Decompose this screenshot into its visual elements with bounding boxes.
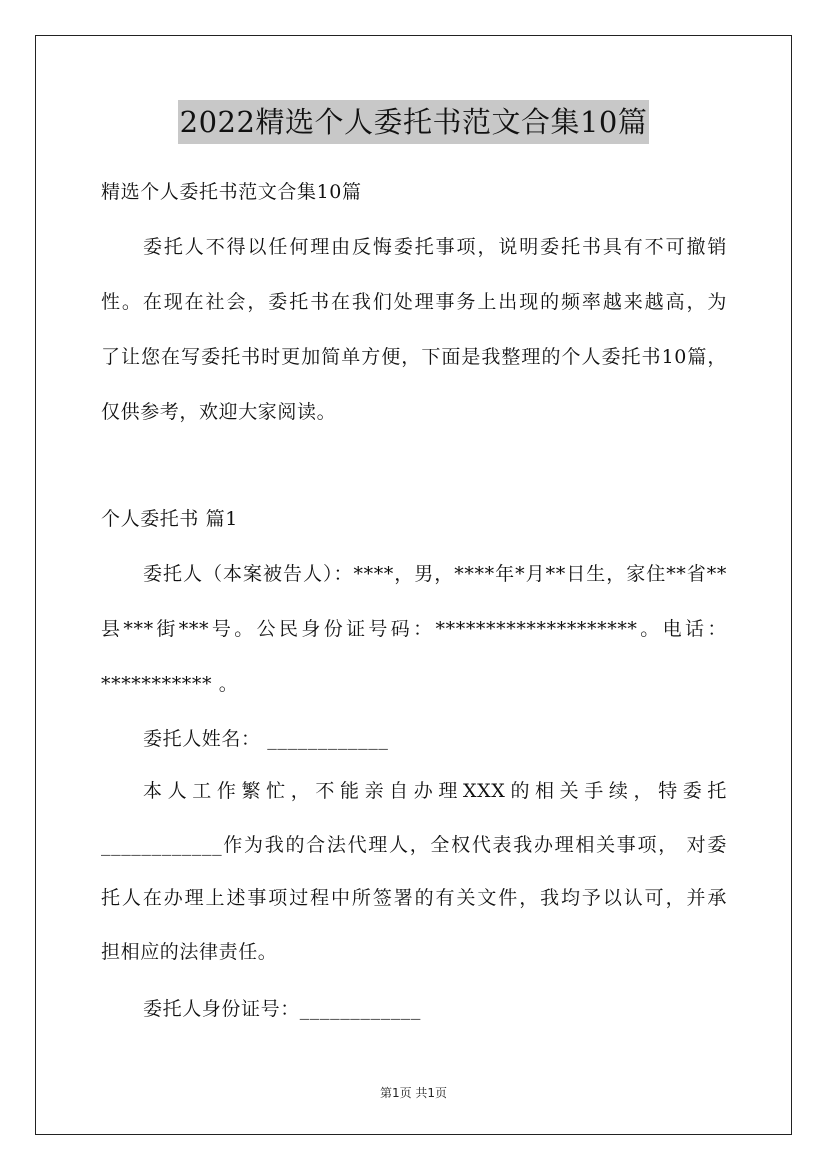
document-title: 2022精选个人委托书范文合集10篇 — [178, 100, 650, 144]
body-line-2: ____________作为我的合法代理人，全权代表我办理相关事项， 对委 — [101, 834, 727, 856]
principal-id-line: 委托人身份证号：____________ — [143, 998, 422, 1020]
body-line-4: 担相应的法律责任。 — [101, 941, 278, 963]
document-subtitle: 精选个人委托书范文合集10篇 — [101, 181, 362, 203]
intro-line-1: 委托人不得以任何理由反悔委托事项，说明委托书具有不可撤销 — [143, 236, 727, 258]
principal-line-3: *********** 。 — [101, 673, 239, 695]
intro-line-3: 了让您在写委托书时更加简单方便，下面是我整理的个人委托书10篇， — [101, 346, 727, 368]
page-footer: 第1页 共1页 — [379, 1086, 448, 1100]
title-wrap — [0, 100, 827, 144]
section-heading: 个人委托书 篇1 — [101, 508, 238, 530]
intro-line-2: 性。在现在社会，委托书在我们处理事务上出现的频率越来越高，为 — [101, 291, 727, 313]
body-line-3: 托人在办理上述事项过程中所签署的有关文件，我均予以认可，并承 — [101, 887, 727, 909]
principal-line-1: 委托人（本案被告人）：****，男，****年*月**日生，家住**省** — [143, 563, 727, 585]
intro-line-4: 仅供参考，欢迎大家阅读。 — [101, 401, 337, 423]
principal-line-2: 县***街***号。公民身份证号码：********************。电话： — [101, 618, 727, 640]
body-line-1: 本人工作繁忙，不能亲自办理XXX的相关手续，特委托 — [143, 780, 727, 802]
principal-name-line: 委托人姓名： ____________ — [143, 728, 389, 750]
